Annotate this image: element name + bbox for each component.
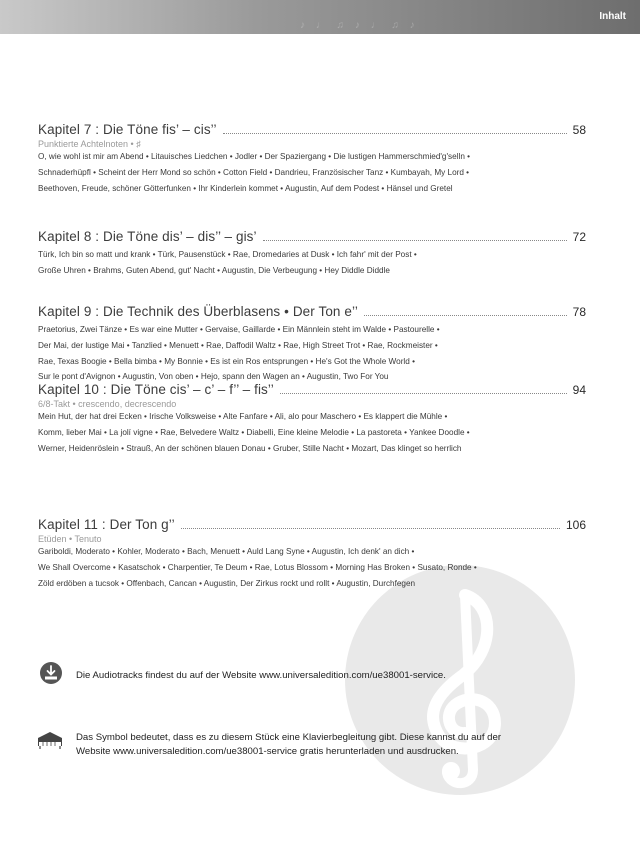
chapter-page: 94 [572,383,586,397]
chapter-7 [38,122,586,196]
chapter-line: Schnaderhüpfl • Scheint der Herr Mond so schön • Cotton Field • Dandrieu, Französischer Tanz • Kumbayah, My Lord • [38,167,470,177]
piano-note-line: Das Symbol bedeutet, dass es zu diesem Stück eine Klavierbegleitung gibt. Diese kannst du auf der [76,732,502,743]
section-label: Inhalt [599,11,626,22]
chapter-subtitle: Etüden • Tenuto [38,534,102,544]
header-ornament: ♪ ♩ ♫ ♪ ♩ ♫ ♪ [300,20,419,31]
leader-dots [263,239,567,241]
chapter-line: Praetorius, Zwei Tänze • Es war eine Mutter • Gervaise, Gaillarde • Ein Männlein steht im Walde • Pastourelle • [38,325,440,334]
chapter-title: Kapitel 7 : Die Töne fis’ – cis’’ [38,122,217,137]
chapter-line: Große Uhren • Brahms, Guten Abend, gut' Nacht • Augustin, Die Verbeugung • Hey Diddle Diddle [38,265,390,275]
chapter-title: Kapitel 10 : Die Töne cis’ – c’ – f’’ – fis’’ [38,382,274,397]
leader-dots [280,392,567,394]
chapter-line: Werner, Heidenröslein • Strauß, An der schönen blauen Donau • Gruber, Stille Nacht • Mozart, Das klinget so herrlich [38,443,462,453]
piano-note [76,731,501,759]
chapter-page: 106 [565,518,586,532]
leader-dots [181,527,560,529]
chapter-title: Kapitel 8 : Die Töne dis’ – dis’’ – gis’ [38,229,257,244]
chapter-8-heading[interactable] [38,229,586,244]
chapter-title: Kapitel 9 : Die Technik des Überblasens • Der Ton e’’ [38,304,358,319]
download-audio-icon [40,662,62,684]
chapter-page: 78 [572,305,586,319]
chapter-line: Beethoven, Freude, schöner Götterfunken • Ihr Kinderlein kommet • Augustin, Auf dem Podest • Hänsel und Gretel [38,183,453,193]
chapter-line: We Shall Overcome • Kasatschok • Charpentier, Te Deum • Rae, Lotus Blossom • Morning Has Broken • Susato, Ronde • [38,562,477,572]
leader-dots [364,314,567,316]
audio-note: Die Audiotracks findest du auf der Website www.universaledition.com/ue38001-service. [76,670,446,681]
leader-dots [223,132,567,134]
header-bar [0,0,640,34]
chapter-9-heading[interactable] [38,304,586,319]
chapter-10-heading[interactable] [38,382,586,397]
chapter-line: Zöld erdöben a tucsok • Offenbach, Cancan • Augustin, Der Zirkus rockt und rollt • Augustin, Durchfegen [38,578,416,588]
chapter-line: Rae, Texas Boogie • Bella bimba • My Bonnie • Es ist ein Ros entsprungen • He's Got the Whole World • [38,356,415,366]
chapter-10 [38,382,586,456]
chapter-title: Kapitel 11 : Der Ton g’’ [38,517,175,532]
chapter-11-heading[interactable] [38,517,586,532]
chapter-line: Gariboldi, Moderato • Kohler, Moderato • Bach, Menuett • Auld Lang Syne • Augustin, Ich denk' an dich • [38,547,415,556]
chapter-line: O, wie wohl ist mir am Abend • Litauisches Liedchen • Jodler • Der Spaziergang • Die lustigen Hammerschmied'g'selln • [38,152,471,161]
chapter-line: Der Mai, der lustige Mai • Tanzlied • Menuett • Rae, Daffodil Waltz • Rae, High Street Trot • Rae, Rockmeister • [38,340,438,350]
chapter-page: 72 [572,230,586,244]
chapter-line: Türk, Ich bin so matt und krank • Türk, Pausenstück • Rae, Dromedaries at Dusk • Ich fahr' mit der Post • [38,250,417,259]
chapter-line: Komm, lieber Mai • La jolí vigne • Rae, Belvedere Waltz • Diabelli, Eine kleine Melodie • La pastoreta • Yankee Doodle • [38,427,470,437]
chapter-8 [38,229,586,279]
chapter-7-heading[interactable] [38,122,586,137]
chapter-subtitle: Punktierte Achtelnoten • ♯ [38,139,141,149]
chapter-page: 58 [572,123,586,137]
chapter-subtitle: 6/8-Takt • crescendo, decrescendo [38,399,177,409]
chapter-line: Sur le pont d'Avignon • Augustin, Von oben • Hejo, spann den Wagen an • Augustin, Two For You [38,372,389,382]
chapter-11 [38,517,586,591]
chapter-line: Mein Hut, der hat drei Ecken • Irische Volksweise • Alte Fanfare • Ali, alo pour Maschero • Es klappert die Mühle • [38,412,448,421]
piano-note-line: Website www.universaledition.com/ue38001-service gratis herunterladen und ausdrucken. [76,746,459,757]
chapter-9 [38,304,586,385]
piano-icon [36,730,64,750]
